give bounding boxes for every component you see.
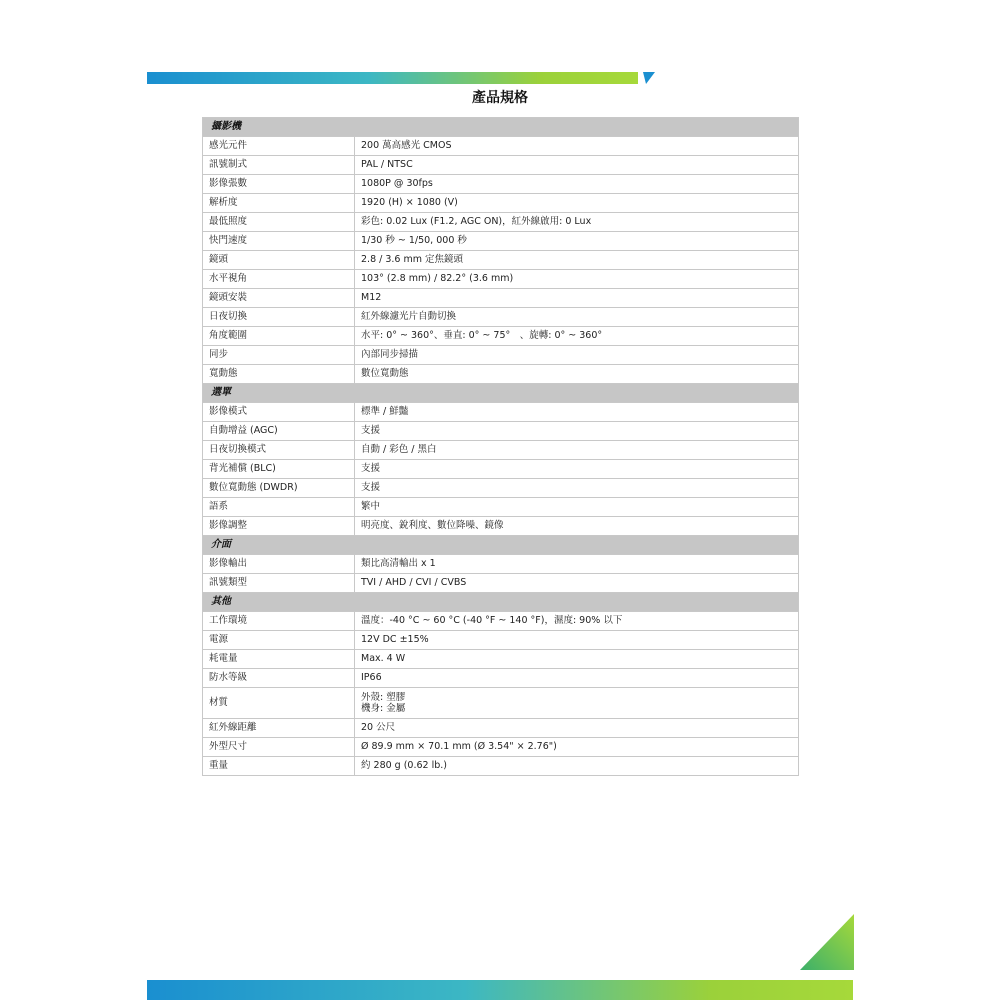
spec-label: 語系 [203, 498, 355, 517]
spec-label: 工作環境 [203, 612, 355, 631]
spec-value: M12 [355, 289, 799, 308]
spec-label: 解析度 [203, 194, 355, 213]
spec-label: 電源 [203, 631, 355, 650]
spec-value: 自動 / 彩色 / 黑白 [355, 441, 799, 460]
spec-value: 內部同步掃描 [355, 346, 799, 365]
spec-row [203, 688, 799, 719]
spec-label: 角度範圍 [203, 327, 355, 346]
spec-label: 日夜切換 [203, 308, 355, 327]
spec-row [203, 175, 799, 194]
header-triangle-icon [643, 72, 655, 84]
spec-value: 200 萬高感光 CMOS [355, 137, 799, 156]
section-header [203, 593, 799, 612]
spec-label: 防水等級 [203, 669, 355, 688]
spec-value: TVI / AHD / CVI / CVBS [355, 574, 799, 593]
spec-label: 紅外線距離 [203, 719, 355, 738]
spec-value: 2.8 / 3.6 mm 定焦鏡頭 [355, 251, 799, 270]
spec-label: 同步 [203, 346, 355, 365]
spec-value: 103° (2.8 mm) / 82.2° (3.6 mm) [355, 270, 799, 289]
spec-row [203, 156, 799, 175]
spec-label: 外型尺寸 [203, 738, 355, 757]
spec-value: 20 公尺 [355, 719, 799, 738]
spec-value: 1/30 秒 ~ 1/50, 000 秒 [355, 232, 799, 251]
page-title: 產品規格 [472, 90, 528, 106]
spec-value: PAL / NTSC [355, 156, 799, 175]
spec-value: 彩色: 0.02 Lux (F1.2, AGC ON)，紅外線啟用: 0 Lux [355, 213, 799, 232]
spec-value-line: 機身: 金屬 [361, 703, 406, 714]
spec-value: 類比高清輸出 x 1 [355, 555, 799, 574]
spec-row [203, 757, 799, 776]
footer-gradient-bar [147, 980, 853, 1000]
spec-label: 快門速度 [203, 232, 355, 251]
spec-label: 最低照度 [203, 213, 355, 232]
section-title: 介面 [203, 536, 799, 555]
spec-label: 自動增益 (AGC) [203, 422, 355, 441]
spec-label: 影像張數 [203, 175, 355, 194]
section-header [203, 118, 799, 137]
spec-label: 水平視角 [203, 270, 355, 289]
spec-label: 耗電量 [203, 650, 355, 669]
spec-label: 鏡頭 [203, 251, 355, 270]
spec-label: 鏡頭安裝 [203, 289, 355, 308]
spec-value: 支援 [355, 460, 799, 479]
spec-value: 明亮度、銳利度、數位降噪、鏡像 [355, 517, 799, 536]
section-header [203, 384, 799, 403]
spec-row [203, 517, 799, 536]
spec-value: 水平: 0° ~ 360°、垂直: 0° ~ 75° 、旋轉: 0° ~ 360° [355, 327, 799, 346]
spec-label: 影像模式 [203, 403, 355, 422]
spec-label: 寬動態 [203, 365, 355, 384]
spec-row [203, 327, 799, 346]
spec-value: IP66 [355, 669, 799, 688]
spec-label: 材質 [203, 688, 355, 719]
spec-row [203, 650, 799, 669]
spec-row [203, 719, 799, 738]
spec-row [203, 232, 799, 251]
spec-label: 日夜切換模式 [203, 441, 355, 460]
spec-value: 支援 [355, 422, 799, 441]
spec-row [203, 738, 799, 757]
spec-value: 紅外線濾光片自動切換 [355, 308, 799, 327]
spec-value: 支援 [355, 479, 799, 498]
spec-value-line: 外殼: 塑膠 [361, 692, 406, 703]
spec-row [203, 441, 799, 460]
spec-label: 訊號制式 [203, 156, 355, 175]
spec-row [203, 669, 799, 688]
spec-label: 影像調整 [203, 517, 355, 536]
spec-label: 感光元件 [203, 137, 355, 156]
spec-label: 數位寬動態 (DWDR) [203, 479, 355, 498]
spec-value: 1920 (H) × 1080 (V) [355, 194, 799, 213]
spec-value [355, 688, 799, 719]
spec-row [203, 631, 799, 650]
spec-value: 1080P @ 30fps [355, 175, 799, 194]
spec-row [203, 270, 799, 289]
spec-row [203, 574, 799, 593]
spec-value: 數位寬動態 [355, 365, 799, 384]
spec-row [203, 213, 799, 232]
spec-label: 重量 [203, 757, 355, 776]
spec-row [203, 460, 799, 479]
spec-row [203, 479, 799, 498]
spec-label: 訊號類型 [203, 574, 355, 593]
spec-row [203, 403, 799, 422]
spec-value: Ø 89.9 mm × 70.1 mm (Ø 3.54" × 2.76") [355, 738, 799, 757]
section-title: 攝影機 [203, 118, 799, 137]
spec-row [203, 251, 799, 270]
spec-label: 影像輸出 [203, 555, 355, 574]
spec-value: Max. 4 W [355, 650, 799, 669]
spec-row [203, 365, 799, 384]
header-gradient-bar [147, 72, 638, 84]
spec-value: 約 280 g (0.62 lb.) [355, 757, 799, 776]
section-title: 選單 [203, 384, 799, 403]
spec-row [203, 346, 799, 365]
spec-table [202, 117, 799, 776]
spec-row [203, 498, 799, 517]
spec-row [203, 555, 799, 574]
section-title: 其他 [203, 593, 799, 612]
spec-row [203, 137, 799, 156]
spec-row [203, 612, 799, 631]
spec-row [203, 289, 799, 308]
spec-label: 背光補償 (BLC) [203, 460, 355, 479]
spec-value: 標準 / 鮮豔 [355, 403, 799, 422]
section-header [203, 536, 799, 555]
spec-row [203, 422, 799, 441]
spec-row [203, 308, 799, 327]
spec-value: 12V DC ±15% [355, 631, 799, 650]
spec-row [203, 194, 799, 213]
corner-triangle-icon [800, 914, 854, 970]
spec-value: 溫度：-40 °C ~ 60 °C (-40 °F ~ 140 °F)，濕度: 90% 以下 [355, 612, 799, 631]
spec-value: 繁中 [355, 498, 799, 517]
